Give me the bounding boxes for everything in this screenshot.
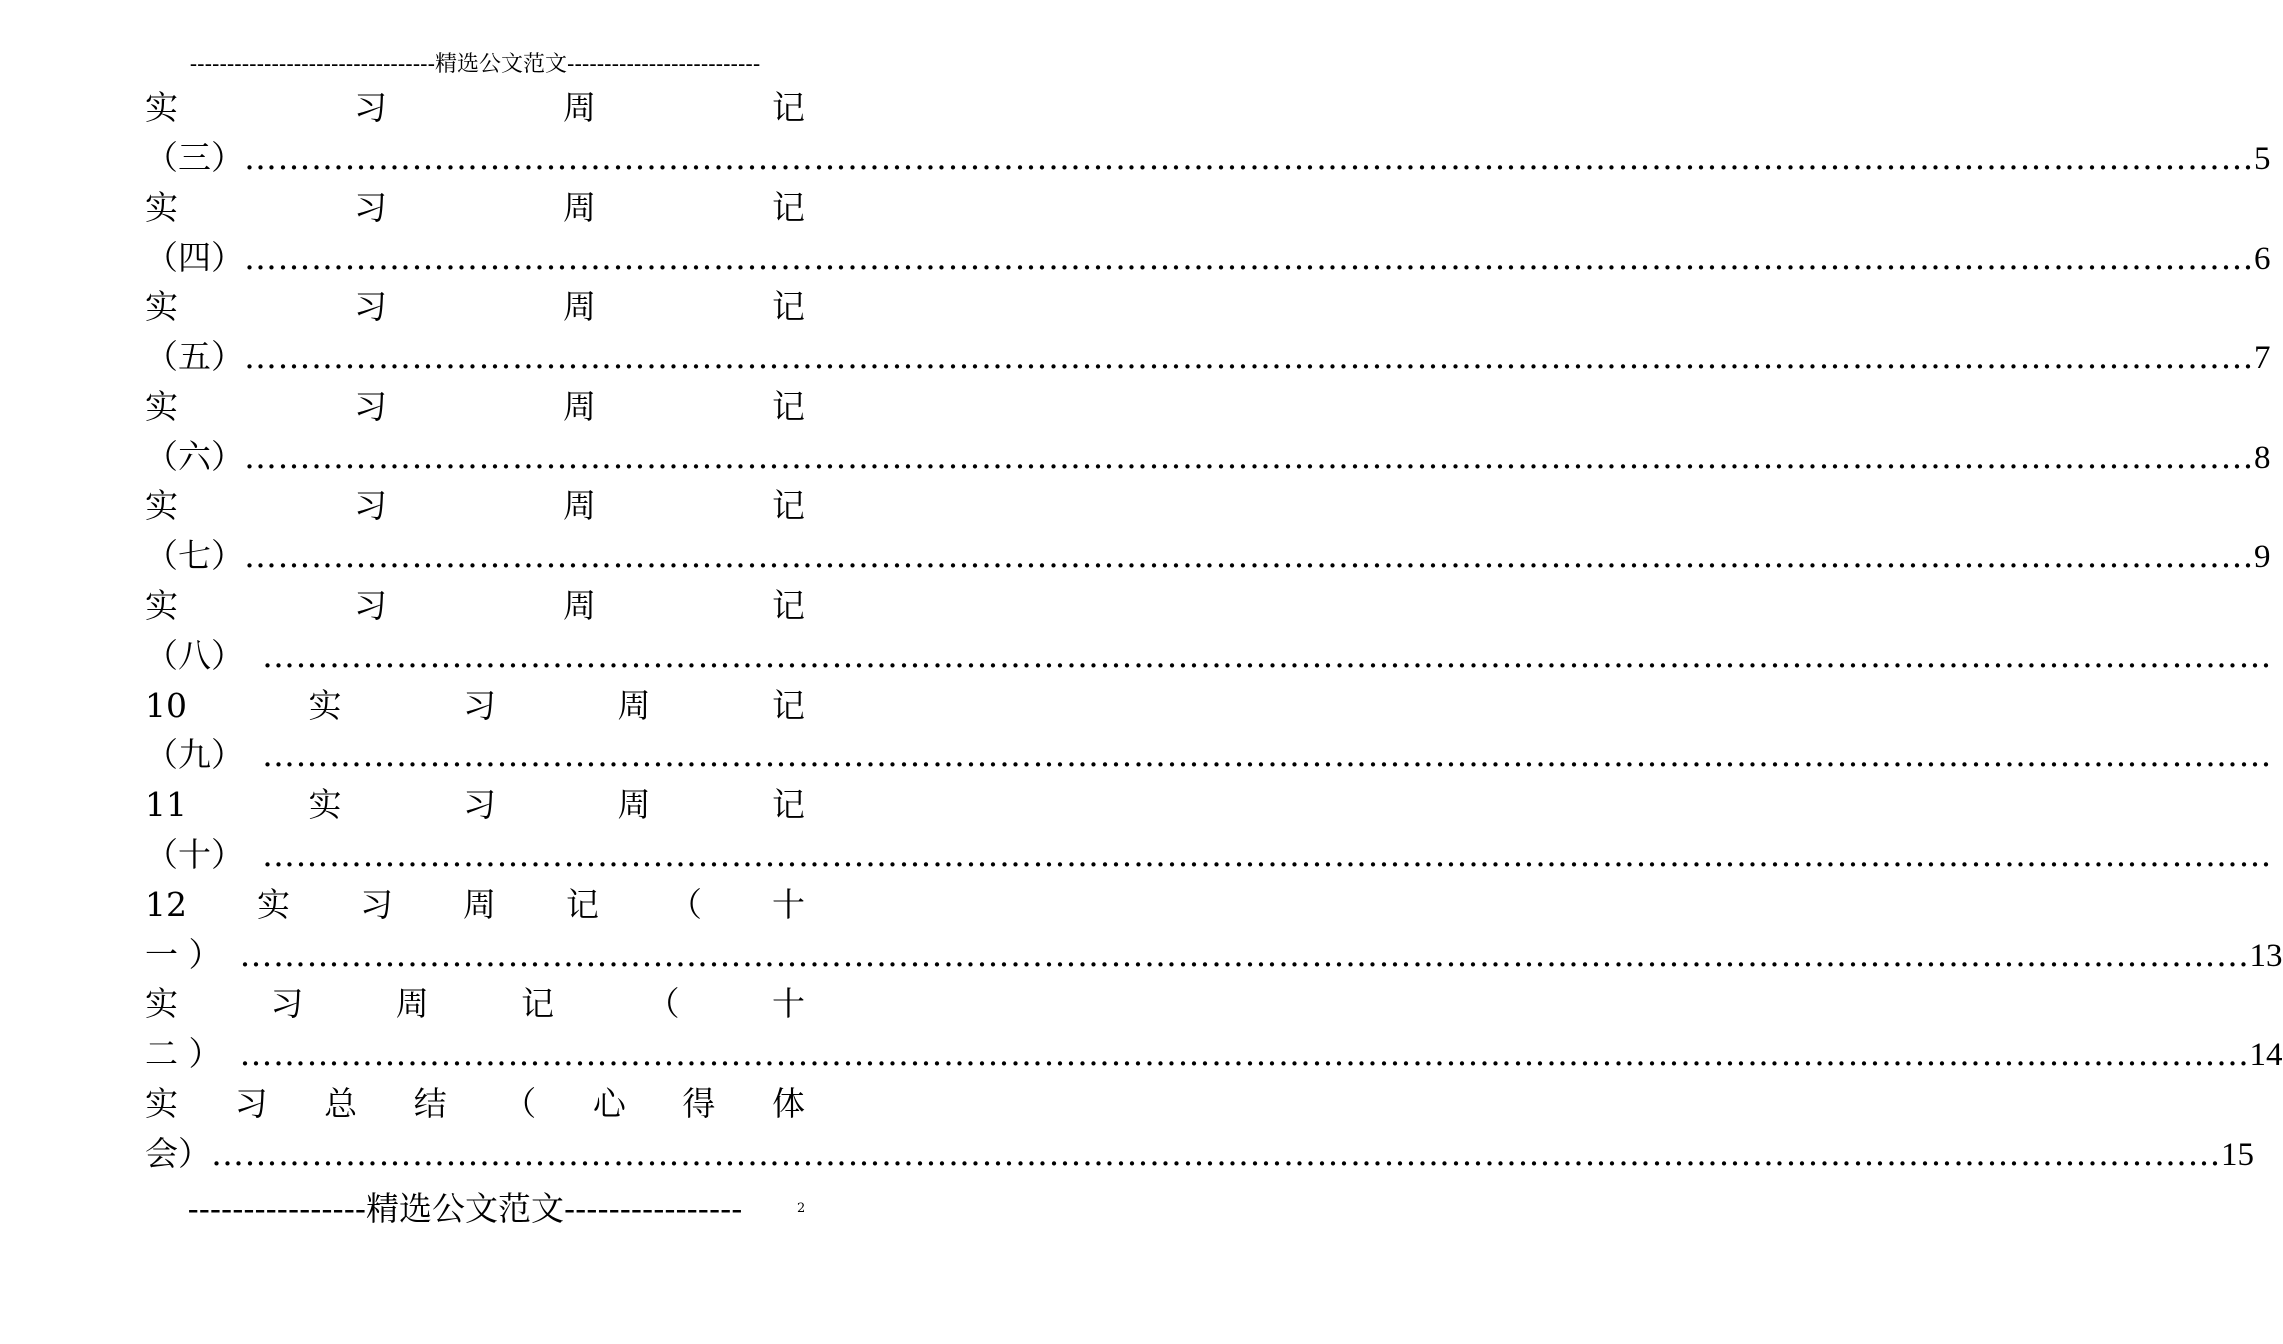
toc-char: 习 — [354, 287, 387, 326]
toc-char: 实 — [257, 885, 290, 924]
toc-entry-prefix: （四） — [145, 238, 244, 277]
page-number: 2 — [797, 1201, 806, 1216]
toc-title-line — [145, 481, 805, 531]
toc-title-line — [145, 581, 805, 631]
toc-char: 习 — [463, 785, 496, 824]
toc-char: 实 — [145, 88, 178, 127]
toc-leader-line[interactable] — [145, 531, 2271, 581]
toc-char: 习 — [354, 387, 387, 426]
toc-char: 习 — [354, 88, 387, 127]
toc-char: 周 — [463, 885, 496, 924]
toc-entry-prefix: （三） — [145, 138, 244, 177]
toc-title-line — [145, 681, 805, 731]
toc-char: 实 — [145, 287, 178, 326]
toc-char: 习 — [354, 586, 387, 625]
toc-char: 记 — [772, 387, 805, 426]
toc-char: 习 — [360, 885, 393, 924]
toc-char: 习 — [234, 1084, 268, 1123]
dot-leader: ……………………………………………………………………………………………………………………………………………………………… — [262, 735, 2272, 774]
dot-leader: ……………………………………………………………………………………………………………………………………………………………… — [262, 835, 2272, 874]
toc-char: 体 — [771, 1084, 805, 1123]
dot-leader: ……………………………………………………………………………………………………………………………………………………………… — [244, 437, 2254, 476]
toc-char: 周 — [617, 686, 651, 725]
toc-leader-line[interactable] — [145, 631, 2272, 681]
toc-page-number: 11 — [145, 785, 187, 824]
toc-char: （ — [503, 1084, 537, 1123]
dot-leader: ……………………………………………………………………………………………………………………………………………………………… — [211, 1134, 2221, 1173]
toc-char: 周 — [563, 188, 596, 227]
toc-char: 十 — [772, 885, 805, 924]
toc-leader-line[interactable] — [145, 930, 2283, 980]
toc-title-line — [145, 83, 805, 133]
toc-char: 总 — [324, 1084, 358, 1123]
toc-char: 实 — [145, 1084, 178, 1123]
toc-char: 实 — [145, 586, 178, 625]
toc-char: 实 — [145, 486, 178, 525]
toc-entry-prefix: 一 ） — [145, 935, 222, 974]
toc-char: 习 — [463, 686, 496, 725]
toc-char: 记 — [772, 88, 805, 127]
toc-entry-prefix: （十） — [145, 835, 244, 874]
toc-char: 实 — [145, 387, 178, 426]
toc-char: 周 — [563, 387, 596, 426]
toc-leader-line[interactable] — [145, 432, 2271, 482]
toc-char: 记 — [772, 486, 805, 525]
toc-leader-line[interactable] — [145, 332, 2271, 382]
dot-leader: ……………………………………………………………………………………………………………………………………………………………… — [244, 138, 2254, 177]
toc-char: 记 — [772, 785, 805, 824]
dot-leader: ……………………………………………………………………………………………………………………………………………………………… — [239, 935, 2250, 974]
toc-char: 周 — [563, 88, 596, 127]
toc-entry-prefix: （六） — [145, 437, 244, 476]
toc-char: 习 — [354, 486, 387, 525]
toc-char: 周 — [395, 984, 429, 1023]
toc-leader-line[interactable] — [145, 133, 2271, 183]
dot-leader: ……………………………………………………………………………………………………………………………………………………………… — [244, 337, 2254, 376]
toc-leader-line[interactable] — [145, 730, 2272, 780]
toc-page-number: 9 — [2254, 539, 2271, 575]
toc-char: 实 — [145, 984, 178, 1023]
page-header: ---------------------------------精选公文范文-------------------------- — [189, 52, 761, 77]
dot-leader: ……………………………………………………………………………………………………………………………………………………………… — [244, 536, 2254, 575]
toc-page-number: 10 — [145, 686, 187, 725]
toc-title-line — [145, 880, 805, 930]
toc-char: 周 — [617, 785, 651, 824]
toc-char: 记 — [772, 188, 805, 227]
dot-leader: ……………………………………………………………………………………………………………………………………………………………… — [239, 1034, 2250, 1073]
toc-leader-line[interactable] — [145, 830, 2272, 880]
toc-char: 记 — [772, 287, 805, 326]
toc-title-line — [145, 979, 805, 1029]
toc-page-number: 8 — [2254, 440, 2271, 476]
toc-page-number: 12 — [145, 885, 187, 924]
toc-entry-prefix: （五） — [145, 337, 244, 376]
toc-char: 实 — [308, 686, 342, 725]
toc-title-line — [145, 282, 805, 332]
toc-char: 得 — [682, 1084, 716, 1123]
toc-entry-prefix: （七） — [145, 536, 244, 575]
toc-char: （ — [646, 984, 680, 1023]
toc-page-number: 13 — [2249, 938, 2283, 974]
dot-leader: ……………………………………………………………………………………………………………………………………………………………… — [262, 636, 2272, 675]
dot-leader: ……………………………………………………………………………………………………………………………………………………………… — [244, 238, 2254, 277]
toc-page-number: 6 — [2254, 241, 2271, 277]
toc-char: 记 — [772, 686, 805, 725]
toc-char: 心 — [592, 1084, 626, 1123]
toc-title-line — [145, 780, 805, 830]
toc-leader-line[interactable] — [145, 233, 2271, 283]
toc-page-number: 14 — [2249, 1037, 2283, 1073]
toc-page-number: 5 — [2254, 141, 2271, 177]
toc-title-line — [145, 1079, 805, 1129]
toc-entry-prefix: 二 ） — [145, 1034, 222, 1073]
toc-leader-line[interactable] — [145, 1129, 2254, 1179]
toc-char: 结 — [413, 1084, 447, 1123]
toc-char: 周 — [563, 586, 596, 625]
toc-char: 周 — [563, 486, 596, 525]
toc-title-line — [145, 382, 805, 432]
toc-entry-prefix: 会） — [145, 1134, 211, 1173]
toc-char: （ — [669, 885, 702, 924]
page-footer: ----------------精选公文范文---------------- — [187, 1189, 743, 1228]
toc-page-number: 15 — [2221, 1137, 2254, 1173]
toc-char: 周 — [563, 287, 596, 326]
toc-char: 记 — [566, 885, 599, 924]
toc-char: 习 — [354, 188, 387, 227]
toc-char: 记 — [772, 586, 805, 625]
toc-char: 实 — [145, 188, 178, 227]
toc-page-number: 7 — [2254, 340, 2271, 376]
toc-char: 记 — [521, 984, 555, 1023]
toc-title-line — [145, 183, 805, 233]
toc-char: 习 — [270, 984, 304, 1023]
toc-char: 十 — [771, 984, 805, 1023]
toc-entry-prefix: （九） — [145, 735, 244, 774]
toc-char: 实 — [308, 785, 342, 824]
toc-entry-prefix: （八） — [145, 636, 244, 675]
toc-leader-line[interactable] — [145, 1029, 2283, 1079]
